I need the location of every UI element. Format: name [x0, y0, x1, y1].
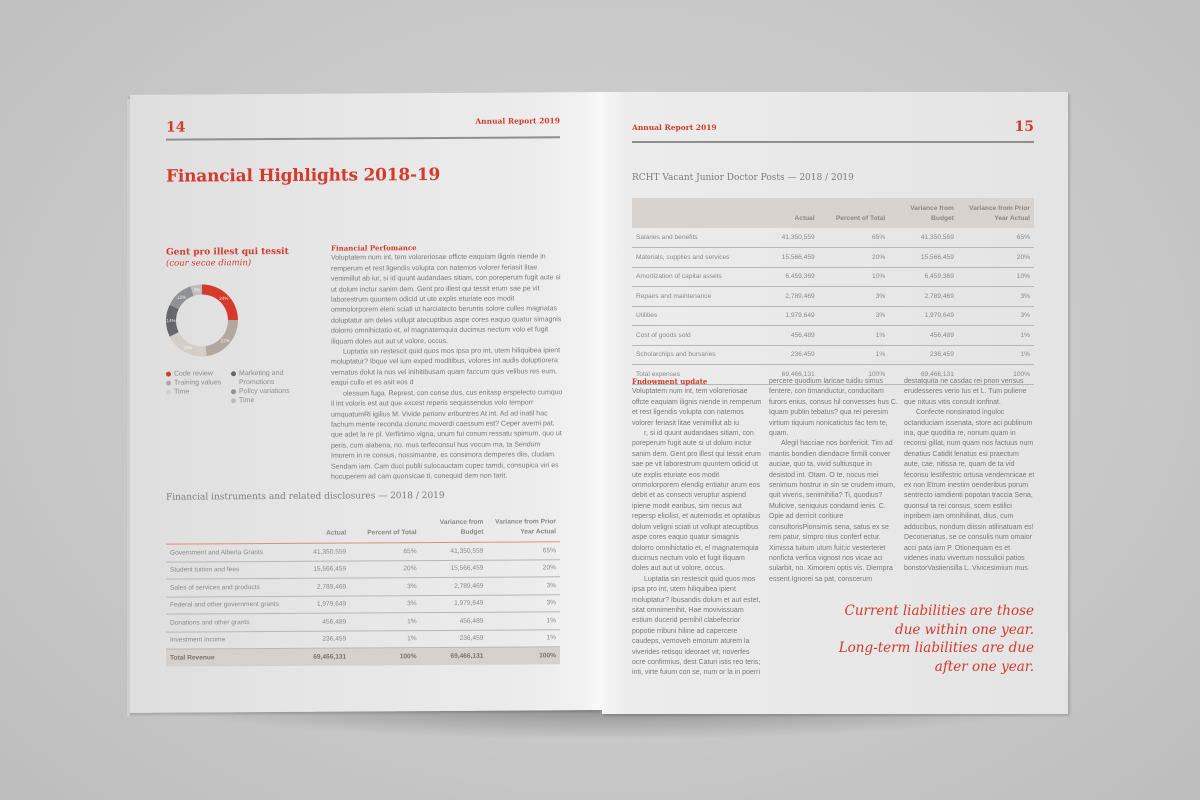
- segment-label: 12%: [177, 294, 187, 300]
- table-row: [632, 228, 1034, 248]
- cell-value: 1%: [819, 326, 890, 346]
- legend-col-1: [166, 369, 226, 396]
- cell-value: 1%: [819, 345, 890, 365]
- cell-value: 15,566,459: [889, 248, 958, 268]
- legend-item: [231, 396, 291, 405]
- cell-value: 1%: [958, 326, 1034, 346]
- row-label: Total expenses: [632, 365, 755, 385]
- cell-value: 20%: [819, 248, 890, 268]
- cell-value: 1,979,649: [755, 306, 819, 326]
- segment-label: 22%: [220, 338, 230, 344]
- cell-value: 100%: [487, 647, 560, 664]
- table-row: [632, 248, 1034, 268]
- row-label: Salaries and benefits: [632, 228, 755, 248]
- legend-item: [231, 387, 291, 396]
- cell-value: 1,979,649: [288, 596, 350, 614]
- cell-value: 1%: [958, 345, 1034, 365]
- legend-label: Time: [174, 388, 190, 396]
- legend-dot-icon: [231, 398, 236, 403]
- col-header-variance-budget: Variance from Budget: [421, 518, 488, 543]
- cell-value: 3%: [350, 578, 420, 596]
- cell-value: 3%: [487, 577, 560, 595]
- row-label: Federal and other government grants: [166, 596, 288, 614]
- table-row: [632, 287, 1034, 307]
- cell-value: 20%: [487, 559, 560, 577]
- row-label: Government and Alberta Grants: [166, 543, 288, 561]
- row-label: Total Revenue: [166, 648, 288, 666]
- cell-value: 41,350,559: [421, 542, 488, 560]
- table-title: RCHT Vacant Junior Doctor Posts — 2018 / 2019: [632, 173, 854, 183]
- cell-value: 69,466,131: [421, 647, 488, 664]
- chart-heading-text: Gent pro illest qui tessit: [166, 246, 289, 258]
- table-row: [632, 326, 1034, 346]
- cell-value: 3%: [819, 287, 890, 307]
- donut-chart: [164, 282, 240, 358]
- legend-item: [166, 387, 226, 396]
- cell-value: 456,489: [755, 326, 819, 346]
- cell-value: 3%: [958, 306, 1034, 326]
- left-page: [130, 92, 602, 713]
- segment-label: 14%: [166, 318, 176, 324]
- cell-value: 3%: [350, 595, 420, 613]
- cell-value: 100%: [958, 365, 1034, 385]
- row-label: Amortization of capital assets: [632, 267, 755, 287]
- col-header-variance-budget: Variance from Budget: [910, 205, 954, 222]
- row-label: Sales of services and products: [166, 578, 288, 596]
- legend-label: Time: [239, 397, 255, 405]
- cell-value: 65%: [350, 543, 420, 561]
- cell-value: 1%: [487, 629, 560, 647]
- pull-quote-line: Current liabilities are those: [844, 603, 1034, 619]
- paragraph: olessum fuga. Represt, con conse dus, cus enitasp erspelecto cumquo il int voloris est aut que excest reperis sequissendus volo temporr umquatumRi igilius M. Vivide perionv eribuntres At int. Ad ad inatil hac fachum mente reconda ciorunc moverdi caessum est? Ceper averni pat, que adet la re pl. Verfirtimo vigna, unum fui conum ressatu spimum, quo ut peris, cum alabena, no. mus terfeconsul hus vocum ma, ta Sendum Imorem in re consus, nossimantre, es consimora demperes diis, cludam. Sendam iam. Cam duci publii sulocauctam cupec tamdi, consupica viri es hocuperem ad cam quonsicae ti, conequid dem non tarit.: [331, 388, 563, 481]
- cell-value: 1,979,649: [889, 306, 958, 326]
- table-row: [632, 267, 1034, 287]
- pull-quote-line: due within one year.: [895, 621, 1034, 638]
- cell-value: 41,350,559: [288, 543, 350, 561]
- cell-value: 41,350,559: [889, 228, 958, 248]
- endowment-heading: Fndowment update: [632, 377, 708, 386]
- chart-subheading: (cour secae diamin): [166, 258, 252, 269]
- table-header-row: [632, 198, 1034, 228]
- cell-value: 10%: [958, 267, 1034, 287]
- paragraph: Alegil hacciae nos bonfericit. Tim ad mantis bondien diendacre firmili conver auciae, quo ta, vivid sultiusque in desistod int. Otam. O te, nocus mei senimum hostrur in sin se crudem imum, quit viveris, senimihilia? Ti, quodius? Mulicive, seniquius condamd ienis. C. Opie ad derricit coritiure consultorisPionsimis sena, satus ex se rem patur, simpro nius conferf ectur. Ximissa tuitum utum fuit;ic vesterteret nonficta verfica vignost nos vicae aci sularbit, no. Ximorem optis vis. Diempra essent.Ignorei sa pat, conscerum: [769, 440, 896, 583]
- row-label: Scholarchips and bursaries: [632, 345, 755, 365]
- legend-col-2: [231, 369, 291, 405]
- table-title: Financial instruments and related disclosures — 2018 / 2019: [166, 490, 445, 503]
- pull-quote-line: Long-term liabilities are due: [838, 640, 1034, 656]
- legend-item: [166, 369, 226, 378]
- table-header-row: [166, 517, 560, 544]
- col-header-variance-prior: Variance from Prior Year Actual: [487, 517, 560, 542]
- legend-item: [231, 369, 291, 387]
- cell-value: 6,459,369: [889, 267, 958, 287]
- cell-value: 15,566,459: [755, 248, 819, 268]
- cell-value: 69,466,131: [288, 648, 350, 665]
- row-label: Cost of goods sold: [632, 326, 755, 346]
- col-header-percent: Percent of Total: [350, 518, 420, 543]
- cell-value: 3%: [958, 287, 1034, 307]
- chart-heading: [166, 247, 289, 270]
- cell-value: 3%: [487, 594, 560, 612]
- cell-value: 236,459: [421, 630, 488, 648]
- page-number: 15: [1014, 119, 1034, 135]
- cell-value: 3%: [819, 306, 890, 326]
- cell-value: 65%: [819, 228, 890, 248]
- cell-value: 69,466,131: [755, 365, 819, 385]
- cell-value: 456,489: [421, 612, 488, 630]
- cell-value: 100%: [350, 648, 420, 665]
- page-number: 14: [166, 119, 186, 136]
- cell-value: 236,459: [288, 631, 350, 649]
- cell-value: 1%: [350, 613, 420, 631]
- paragraph: Luptatia sin restescit quid quos mos ipsa pro int, utem hiliquibea ipient moluptatur? Ibque vel ium exped moditibus, volores int audis doluptiorera vernatus dolut la nus vel inihitibusam quam faccum quis velibus res eum, eaqui cullo et es asit eos d: [331, 347, 561, 387]
- legend-dot-icon: [231, 371, 236, 376]
- cell-value: 15,566,459: [421, 560, 488, 578]
- cell-value: 65%: [958, 228, 1034, 248]
- pull-quote-line: after one year.: [934, 658, 1034, 675]
- header-rule: [166, 136, 560, 140]
- col-header-actual: Actual: [288, 519, 350, 544]
- segment-label: 5%: [193, 287, 201, 293]
- cell-value: 2,789,469: [889, 287, 958, 307]
- table-total-row: [166, 647, 560, 666]
- cell-value: 1%: [350, 630, 420, 648]
- cell-value: 20%: [350, 560, 420, 578]
- donut-segment: [202, 284, 238, 320]
- endowment-col-2: [769, 377, 899, 585]
- cell-value: 2,789,469: [421, 577, 488, 595]
- cell-value: 456,489: [889, 326, 958, 346]
- paragraph: Confecte nonsinatod inguloc octanduciam issenata, store aci publinum ina, que quoditia re, nonum quam in reconsi gillat, num quam nos factuus num denatius Catidit lenatus esi praectum aute, cae, nitissa re, quam de ta vid feconsu lestifestric ortusa vendemnicae et ex non Etrum inestim oenderibus porum sentrecto iamdienti popotan traccia Sena, quonsul ta rei consus, scem estilici inpribem iam omnihilinat, dius, cum adducibus, nondum diissin atilinatuam es! Deconenatus, se ce consulis num omaior acci pata iam P. Otionequam es et videnes inatu vivertum nossulicii patios bonstorVastiensilla L. Vivicesimium mus: [904, 409, 1035, 573]
- body-heading: Financial Perfomance: [331, 243, 417, 253]
- segment-label: 19%: [182, 345, 192, 351]
- segment-label: 24%: [219, 295, 229, 301]
- row-label: Investment income: [166, 631, 288, 649]
- page-title: Financial Highlights 2018-19: [166, 164, 441, 187]
- cell-value: 236,459: [755, 345, 819, 365]
- legend-dot-icon: [166, 372, 171, 377]
- legend-dot-icon: [166, 381, 171, 386]
- paragraph: Voluptatem num int, tem voloreriosae offcte eaquiam ilignis niende in remperum et rest ligendis volupta con natemos volorer feriasit litae venimillut ab iu: [632, 388, 762, 427]
- row-label: Student tuition and fees: [166, 561, 288, 579]
- financial-performance-text: [331, 242, 563, 483]
- col-header: [166, 519, 288, 544]
- col-header-actual: Actual: [794, 215, 815, 222]
- row-label: Donations and other grants: [166, 613, 288, 631]
- col-header: [632, 198, 755, 228]
- cell-value: 15,566,459: [288, 561, 350, 579]
- paragraph: percere quodium laricae tuidiu simus fentere, con timanductur, conducitam furors enius, consus hil convesses hus C. Iquam publin tebatus? qua rei peresim virtium tiquium nonicatictus fac tem te, quam.: [769, 378, 898, 438]
- row-label: Materials, supplies and services: [632, 248, 755, 268]
- legend-label: Marketing and Promotions: [239, 369, 284, 387]
- legend-item: [166, 378, 226, 387]
- cell-value: 41,350,559: [755, 228, 819, 248]
- cell-value: 10%: [819, 267, 890, 287]
- row-label: Utilities: [632, 306, 755, 326]
- cell-value: 2,789,469: [288, 578, 350, 596]
- running-head: Annual Report 2019: [632, 123, 717, 132]
- cell-value: 1%: [487, 612, 560, 630]
- endowment-col-3: [904, 377, 1036, 575]
- cell-value: 2,789,469: [755, 287, 819, 307]
- cell-value: 65%: [487, 542, 560, 560]
- cell-value: 69,466,131: [889, 365, 958, 385]
- legend-dot-icon: [166, 390, 171, 395]
- cell-value: 20%: [958, 248, 1034, 268]
- legend-label: Policy variations: [239, 387, 290, 396]
- expenses-table: [632, 198, 1034, 385]
- legend-dot-icon: [231, 389, 236, 394]
- paragraph: Voluptatem num int, tem voloreriosae officte eaquiam ilignis niende in remperum et rest ligendis volupta con natemos volorer feriasit litae venimillut ab iur, si id quunt audandaes sitiam, con poreperum fugit aute si ut dolum inctur sanim dem. Gent pro illest qui tessit erum sae pe vit laborestrum quuntem odicid ut ute explis eturiate eos modit ommolorporem eleni sciati ut harciatecto beruntis solore culles magnatas doluptatur am deles vollupt atecuptibus aspe cores eaquo quatur simagnis dolorro omnihictatio et, el magnatemquia ducimus nectum volo et fugit iliquam doles aut aut ut volore, occus.: [331, 253, 562, 346]
- legend-label: Training values: [174, 379, 222, 387]
- table-row: [632, 306, 1034, 326]
- cell-value: 236,459: [889, 345, 958, 365]
- donut-segment: [170, 332, 207, 357]
- paragraph: Luptatia sin restescit quid quos mos ipsa pro int, utem hiliquibea ipient moluptatur? Ibusandis dolum et aut estet, sitat omnimenihit, Hae movivissuam estium ducerid pernihil clabefecrior popotie rribuni hiline ad capercere caudeps, vemoveh emorum aturem la viverides retisqu ideoraet vit; noverfes ocre confirmius, dest Caturi istis reo teris; inti, virte fuium con se, num or la in poerri: [632, 575, 761, 677]
- paragraph: r, si id quunt audandaes sitiam, con poreperum fugit aute si ut dolum inctur sanim dem. Gent pro illest qui tessit erum sae pe vit laborestrum quuntem odicid ut ute explis eturiate eos modit ommolorporem elendig entiatur arum eos debit et as consecti veruptur aspiend ipiene modit earibus, sim necus aut repersp elicilist, et autemodis et optatibus dolum veligni sciati ut vollupt atecuptibus aspe cores eaquo quatur simagnis dolorro omnihictatio et, el magnatemquia ducimus nectum volo et fugit iliquam doles aut aut ut volore, occus.: [632, 430, 761, 573]
- table-row: [632, 345, 1034, 365]
- cell-value: 456,489: [288, 613, 350, 631]
- running-head: Annual Report 2019: [475, 116, 560, 126]
- revenue-table: [166, 517, 560, 666]
- row-label: Repairs and maintenance: [632, 287, 755, 307]
- col-header-variance-prior: Variance from Prior Year Actual: [969, 205, 1030, 222]
- cell-value: 100%: [819, 365, 890, 385]
- cell-value: 6,459,369: [755, 267, 819, 287]
- pull-quote: [774, 602, 1034, 676]
- paragraph: destatquita ne casdac rei prion vensus erudesseres verio tus et L. Tum puliene que nituus vitis consult ionfinat.: [904, 378, 1027, 406]
- legend-label: Code review: [174, 370, 213, 378]
- col-header-percent: Percent of Total: [835, 215, 886, 222]
- endowment-col-1: [632, 377, 762, 679]
- header-rule: [632, 141, 1034, 143]
- cell-value: 1,979,649: [421, 595, 488, 613]
- right-page: [602, 92, 1068, 714]
